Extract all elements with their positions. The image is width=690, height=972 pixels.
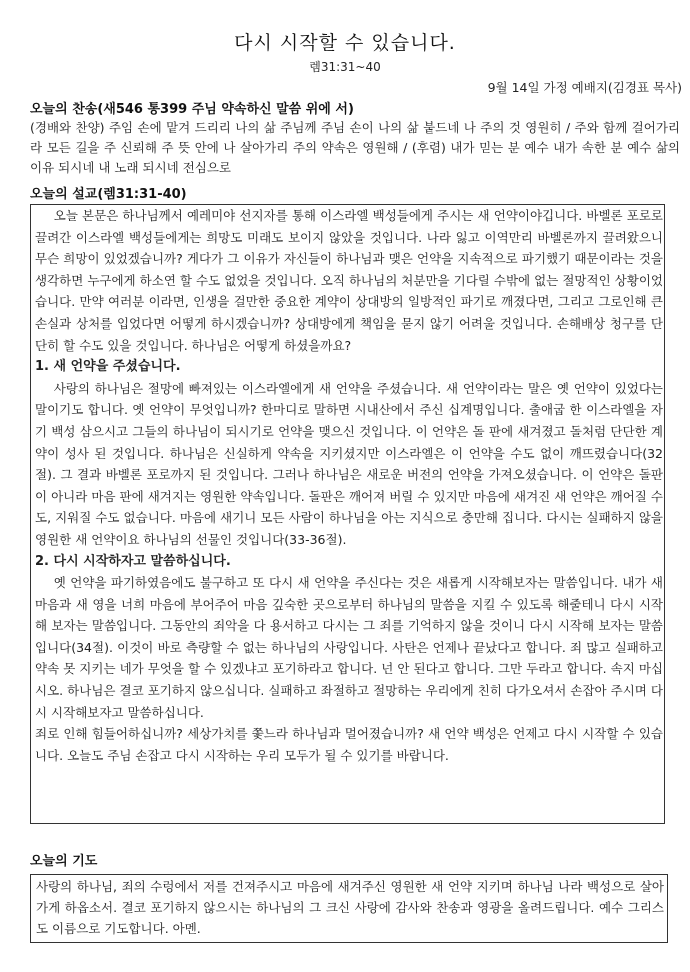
sermon-point2-text: 옛 언약을 파기하였음에도 불구하고 또 다시 새 언약을 주신다는 것은 새롭게 시작해보자는 말씀입니다. 내가 새 마음과 새 영을 너희 마음에 부어주어 마음 깊숙한 곳으로부터 하나님의 말씀을 지킬 수 있도록 해줄테니 다시 시작해 보자는 말씀입니다. 그동안의 죄악을 다 용서하고 다시는 그 죄를 기억하지 않을 것이니 다시 시작해 보자는 말씀입니다(34절). 이것이 바로 측량할 수 없는 하나님의 사랑입니다. 사탄은 언제나 끝났다고 합니다. 죄 많고 실패하고 약속 못 지키는 네가 무엇을 할 수 있겠냐고 포기하라고 합니다. 넌 안 된다고 합니다. 그만 두라고 합니다. 속지 마십시오. 하나님은 결코 포기하지 않으십니다. 실패하고 좌절하고 절망하는 우리에게 친히 다가오셔서 손잡아 주시며 다시 시작해보자고 말씀하십니다. [35, 575, 663, 720]
sermon-intro: 오늘 본문은 하나님께서 예레미야 선지자를 통해 이스라엘 백성들에게 주시는 새 언약이야깁니다. 바벨론 포로로 끌려간 이스라엘 백성들에게는 희망도 미래도 보이지 않았을 것입니다. 나라 잃고 이역만리 바벨론까지 끌려왔으니 무슨 희망이 있었겠습니까? 게다가 그 이유가 자신들이 하나님과 맺은 언약을 지속적으로 파기했기 때문이라는 것을 생각하면 누구에게 하소연 할 수도 없었을 것입니다. 오직 하나님의 처분만을 기다릴 수밖에 없는 절망적인 상황이었습니다. 만약 여러분 이라면, 인생을 걸만한 중요한 계약이 상대방의 일방적인 파기로 깨졌다면, 그리고 그로인해 큰 손실과 상처를 입었다면 어떻게 하시겠습니까? 상대방에게 책임을 묻지 않기 어려울 것입니다. 손해배상 청구를 단단히 할 수도 있을 것입니다. 하나님은 어떻게 하셨을까요? [35, 208, 663, 353]
page-title: 다시 시작할 수 있습니다. [234, 32, 456, 54]
sermon-point2-title: 2. 다시 시작하자고 말씀하십니다. [35, 553, 231, 569]
sermon-closing: 죄로 인해 힘들어하십니까? 세상가치를 쫓느라 하나님과 멀어졌습니까? 새 언약 백성은 언제고 다시 시작할 수 있습니다. 오늘도 주님 손잡고 다시 시작하는 우리 모두가 될 수 있기를 바랍니다. [35, 726, 663, 763]
prayer-heading: 오늘의 기도 [30, 854, 98, 869]
scripture-reference: 렘31:31~40 [309, 60, 381, 74]
sermon-point1-text: 사랑의 하나님은 절망에 빠져있는 이스라엘에게 새 언약을 주셨습니다. 새 언약이라는 말은 옛 언약이 있었다는 말이기도 합니다. 옛 언약이 무엇입니까? 한마디로 말하면 시내산에서 주신 십계명입니다. 출애굽 한 이스라엘을 자기 백성 삼으시고 그들의 하나님이 되시기로 언약을 맺으신 것입니다. 이 언약은 돌 판에 새겨졌고 돌처럼 단단한 계약이 성사 된 것입니다. 하나님은 신실하게 약속을 지키셨지만 이스라엘은 이 언약을 수도 없이 깨뜨렸습니다(32절). 그 결과 바벨론 포로까지 된 것입니다. 그러나 하나님은 새로운 버전의 언약을 가져오셨습니다. 이 언약은 돌판이 아니라 마음 판에 새겨지는 영원한 약속입니다. 돌판은 깨어져 버릴 수 있지만 마음에 새겨진 새 언약은 깨어질 수도, 지워질 수도 없습니다. 마음에 새기니 모든 사람이 하나님을 아는 지식으로 충만해 집니다. 다시는 실패하지 않을 영원한 새 언약이요 하나님의 선물인 것입니다(33-36절). [35, 380, 663, 547]
prayer-box: 사랑의 하나님, 죄의 수렁에서 저를 건져주시고 마음에 새겨주신 영원한 새 언약 지키며 하나님 나라 백성으로 살아가게 하옵소서. 결코 포기하지 않으시는 하나님의 그 크신 사랑에 감사와 찬송과 영광을 올려드립니다. 예수 그리스도 이름으로 기도합니다. 아멘. [30, 874, 668, 943]
sermon-heading: 오늘의 설교(렘31:31-40) [30, 187, 187, 202]
hymn-heading: 오늘의 찬송(새546 통399 주님 약속하신 말씀 위에 서) [30, 102, 354, 117]
sermon-point1-title: 1. 새 언약을 주셨습니다. [35, 359, 181, 375]
sermon-box [30, 204, 665, 824]
date-byline: 9월 14일 가정 예배지(김경표 목사) [487, 80, 682, 95]
hymn-lyrics: (경배와 찬양) 주임 손에 맡겨 드리리 나의 삶 주님께 주님 손이 나의 삶 붙드네 나 주의 것 영원히 / 주와 함께 걸어가리라 모든 길을 주 신뢰해 주 뜻 안에 나 살아가리 주의 약속은 영원해 / (후렴) 내가 믿는 분 예수 내가 속한 분 예수 삶의 이유 되시네 내 노래 되시네 전심으로 [30, 120, 680, 175]
